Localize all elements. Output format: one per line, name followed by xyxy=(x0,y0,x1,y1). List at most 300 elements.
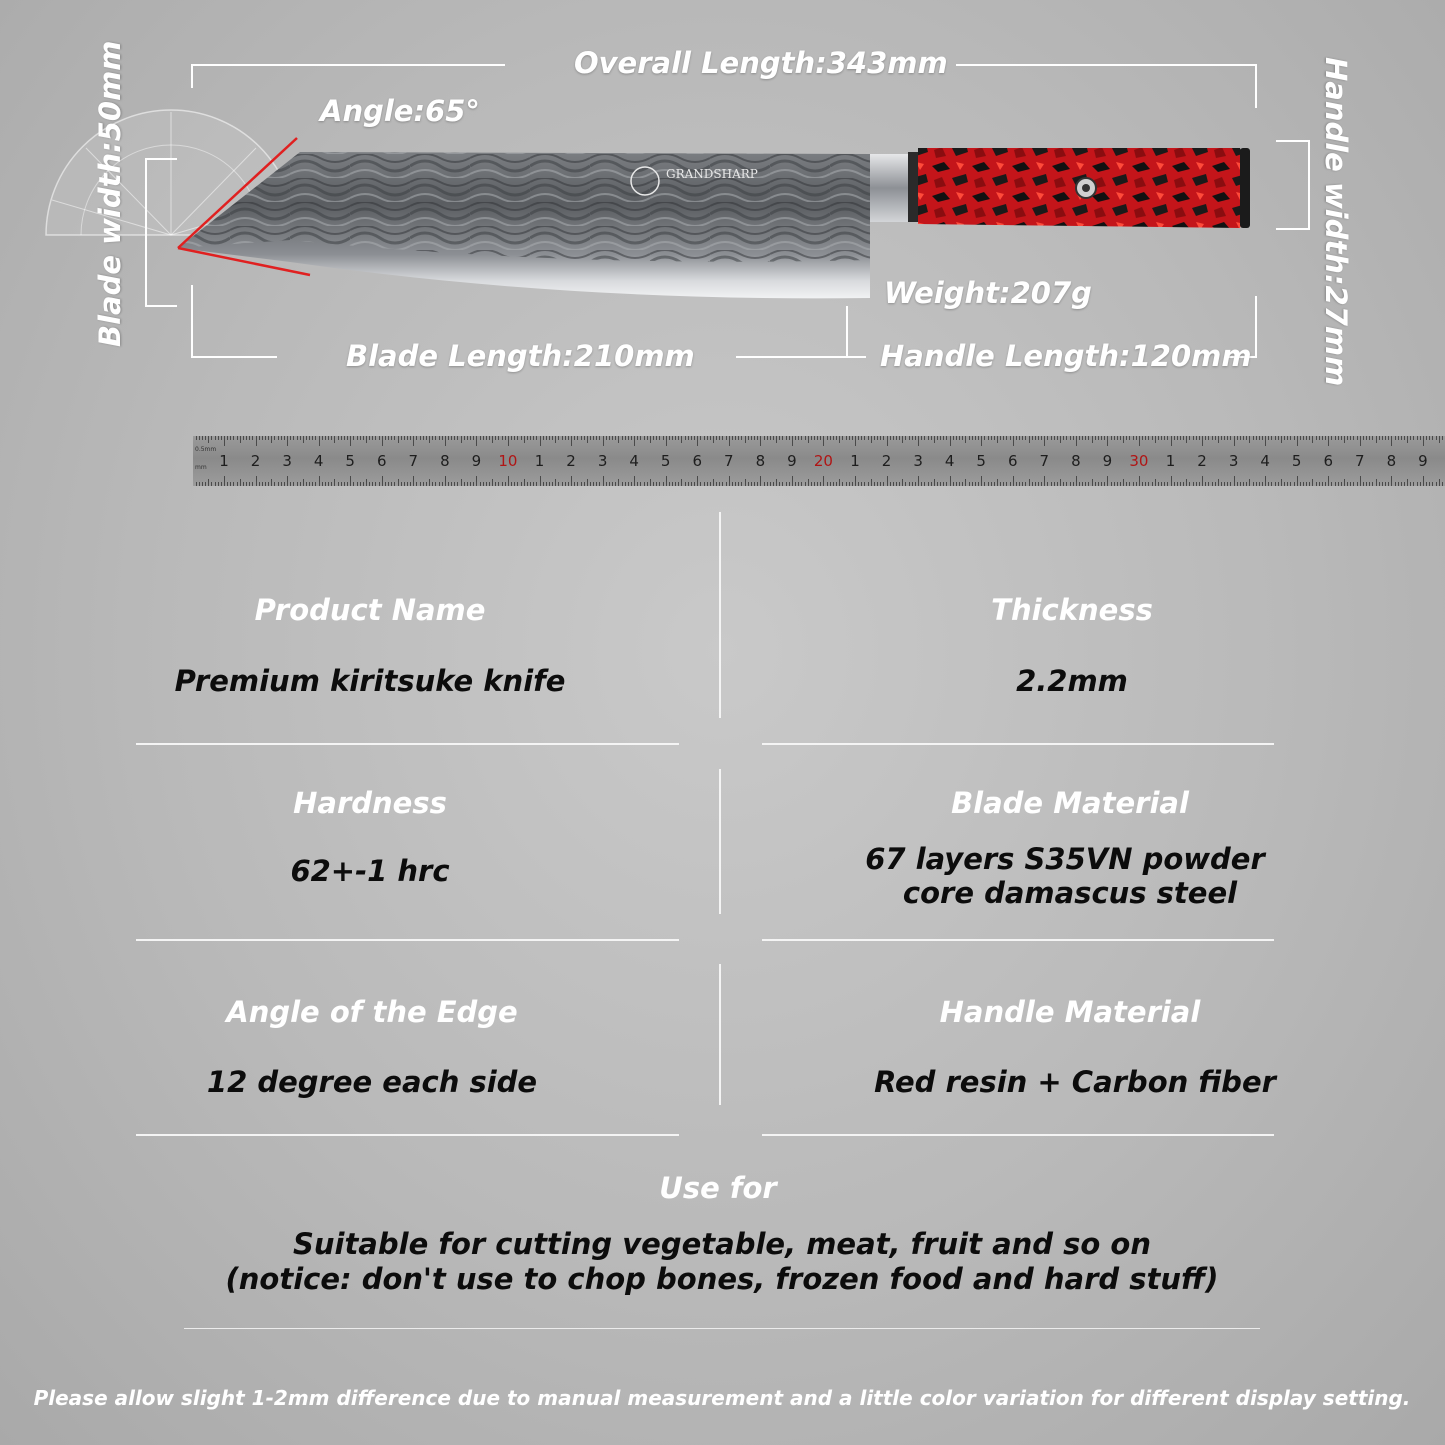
ruler-tick xyxy=(972,436,973,440)
ruler-tick xyxy=(1262,436,1263,440)
ruler-tick xyxy=(1243,436,1244,440)
ruler-tick xyxy=(1404,482,1405,486)
ruler-tick xyxy=(413,436,414,446)
ruler-tick xyxy=(666,476,667,486)
spec-divider-right-3 xyxy=(762,1134,1274,1136)
use-for-label: Use for xyxy=(659,1171,777,1205)
blade-handle-divider xyxy=(846,306,848,358)
ruler-tick xyxy=(902,436,903,443)
ruler-tick xyxy=(571,436,572,446)
ruler-tick xyxy=(495,436,496,440)
ruler-tick xyxy=(1177,482,1178,486)
ruler-number: 3 xyxy=(597,452,608,470)
ruler-tick xyxy=(823,476,824,486)
ruler-tick xyxy=(864,482,865,486)
ruler-tick xyxy=(1391,476,1392,486)
ruler-tick xyxy=(454,436,455,440)
ruler-tick xyxy=(779,436,780,440)
ruler-tick xyxy=(1088,482,1089,486)
ruler-tick xyxy=(969,482,970,486)
ruler-tick xyxy=(211,482,212,486)
ruler-tick xyxy=(227,482,228,486)
ruler-tick xyxy=(836,436,837,440)
ruler-tick xyxy=(587,479,588,486)
ruler-tick xyxy=(991,482,992,486)
blade-material-label: Blade Material xyxy=(951,786,1189,820)
ruler-tick xyxy=(574,436,575,440)
ruler-number: 6 xyxy=(1007,452,1018,470)
spec-divider-left-3 xyxy=(136,1134,679,1136)
ruler-tick xyxy=(975,436,976,440)
ruler-tick xyxy=(565,482,566,486)
ruler-tick xyxy=(1032,482,1033,486)
ruler-tick xyxy=(1215,436,1216,440)
ruler-tick xyxy=(1029,436,1030,443)
handle-length-label: Handle Length:120mm xyxy=(880,339,1252,373)
ruler-tick xyxy=(868,436,869,440)
ruler-number: 9 xyxy=(471,452,482,470)
ruler-tick xyxy=(246,436,247,440)
ruler-tick xyxy=(1347,436,1348,440)
ruler-number: 9 xyxy=(1418,452,1428,470)
ruler-tick xyxy=(1202,476,1203,486)
ruler-tick xyxy=(1208,482,1209,486)
ruler-tick xyxy=(287,436,288,446)
ruler-tick xyxy=(1350,482,1351,486)
ruler-tick xyxy=(994,482,995,486)
ruler-tick xyxy=(1398,482,1399,486)
hardness-label: Hardness xyxy=(293,786,447,820)
ruler-tick xyxy=(331,436,332,440)
product-name-value: Premium kiritsuke knife xyxy=(174,664,566,698)
ruler-tick xyxy=(429,479,430,486)
ruler-tick xyxy=(697,476,698,486)
ruler-tick xyxy=(480,436,481,440)
ruler-tick xyxy=(950,436,951,446)
ruler-tick xyxy=(1325,482,1326,486)
ruler-tick xyxy=(880,436,881,440)
ruler-tick xyxy=(738,482,739,486)
ruler-tick xyxy=(1382,436,1383,440)
ruler-tick xyxy=(890,436,891,440)
ruler-tick xyxy=(707,482,708,486)
ruler-tick xyxy=(1038,482,1039,486)
ruler-tick xyxy=(1060,479,1061,486)
ruler-tick xyxy=(1237,436,1238,440)
ruler-tick xyxy=(663,482,664,486)
ruler-tick xyxy=(1148,436,1149,440)
ruler-tick xyxy=(631,436,632,440)
ruler-tick xyxy=(432,482,433,486)
ruler-tick xyxy=(319,436,320,446)
ruler-tick xyxy=(593,482,594,486)
ruler-tick xyxy=(470,436,471,440)
ruler-tick xyxy=(246,482,247,486)
ruler-tick xyxy=(1341,436,1342,440)
ruler-tick xyxy=(924,436,925,440)
ruler-tick xyxy=(997,479,998,486)
ruler-number: 3 xyxy=(1228,452,1239,470)
ruler-tick xyxy=(420,436,421,440)
ruler-tick xyxy=(782,436,783,440)
ruler-tick xyxy=(946,482,947,486)
ruler-tick xyxy=(1369,482,1370,486)
ruler-tick xyxy=(1353,436,1354,440)
ruler-tick xyxy=(1025,482,1026,486)
ruler-tick xyxy=(1142,482,1143,486)
ruler-tick xyxy=(596,436,597,440)
ruler-tick xyxy=(331,482,332,486)
ruler-tick xyxy=(1218,479,1219,486)
ruler-number: 5 xyxy=(976,452,986,470)
ruler-tick xyxy=(1208,436,1209,440)
ruler-tick xyxy=(464,436,465,440)
ruler-tick xyxy=(363,436,364,440)
ruler-tick xyxy=(505,436,506,440)
ruler-tick xyxy=(1114,436,1115,440)
ruler-tick xyxy=(546,482,547,486)
ruler-tick xyxy=(1413,436,1414,440)
ruler-tick xyxy=(511,436,512,440)
ruler-tick xyxy=(1259,482,1260,486)
ruler-tick xyxy=(722,482,723,486)
ruler-tick xyxy=(1129,482,1130,486)
ruler-tick xyxy=(300,482,301,486)
ruler-tick xyxy=(1063,436,1064,440)
ruler-tick xyxy=(953,482,954,486)
ruler-tick xyxy=(1167,482,1168,486)
ruler-tick xyxy=(1158,482,1159,486)
ruler-tick xyxy=(842,482,843,486)
blade-length-label: Blade Length:210mm xyxy=(346,339,695,373)
ruler-tick xyxy=(760,436,761,446)
ruler-tick xyxy=(735,436,736,440)
ruler-tick xyxy=(1189,436,1190,440)
ruler-number: 2 xyxy=(881,452,892,470)
hardness-value: 62+-1 hrc xyxy=(290,854,450,888)
ruler-tick xyxy=(918,436,919,446)
ruler-tick xyxy=(265,482,266,486)
ruler-tick xyxy=(357,482,358,486)
ruler-tick xyxy=(1278,482,1279,486)
ruler-tick xyxy=(716,482,717,486)
ruler-tick xyxy=(281,436,282,440)
ruler-tick xyxy=(401,482,402,486)
ruler-tick xyxy=(849,482,850,486)
ruler-tick xyxy=(278,482,279,486)
ruler-tick xyxy=(1294,482,1295,486)
ruler-tick xyxy=(1205,482,1206,486)
ruler-tick xyxy=(981,476,982,486)
ruler-tick xyxy=(650,479,651,486)
thickness-label: Thickness xyxy=(991,593,1153,627)
ruler-tick xyxy=(448,436,449,440)
use-for-divider xyxy=(184,1328,1260,1329)
ruler-tick xyxy=(1341,482,1342,486)
ruler-tick xyxy=(962,436,963,440)
ruler-tick xyxy=(448,482,449,486)
ruler-tick xyxy=(622,436,623,440)
ruler-tick xyxy=(997,436,998,443)
ruler-tick xyxy=(1227,482,1228,486)
ruler-number: 4 xyxy=(629,452,639,470)
ruler-tick xyxy=(375,482,376,486)
ruler-tick xyxy=(678,482,679,486)
ruler-tick xyxy=(480,482,481,486)
ruler-tick xyxy=(1376,436,1377,443)
ruler-tick xyxy=(691,482,692,486)
ruler-tick xyxy=(581,482,582,486)
ruler-tick xyxy=(726,436,727,440)
ruler-tick xyxy=(1066,436,1067,440)
ruler-tick xyxy=(1230,436,1231,440)
ruler-tick xyxy=(1006,436,1007,440)
ruler-tick xyxy=(634,476,635,486)
ruler-tick xyxy=(896,482,897,486)
ruler-tick xyxy=(1038,436,1039,440)
ruler-tick xyxy=(1363,436,1364,440)
ruler-tick xyxy=(606,436,607,440)
ruler-tick xyxy=(675,436,676,440)
ruler-tick xyxy=(1098,482,1099,486)
ruler-tick xyxy=(899,436,900,440)
ruler-tick xyxy=(956,436,957,440)
ruler-tick xyxy=(738,436,739,440)
ruler-tick xyxy=(293,436,294,440)
ruler-tick xyxy=(297,436,298,440)
ruler-tick xyxy=(524,479,525,486)
ruler-tick xyxy=(700,482,701,486)
ruler-tick xyxy=(1085,482,1086,486)
ruler-tick xyxy=(366,436,367,443)
ruler-tick xyxy=(681,479,682,486)
ruler-tick xyxy=(669,482,670,486)
ruler-tick xyxy=(1098,436,1099,440)
ruler-tick xyxy=(659,482,660,486)
ruler-tick xyxy=(1139,476,1140,486)
ruler-tick xyxy=(827,482,828,486)
ruler-tick xyxy=(224,476,225,486)
ruler-tick xyxy=(1139,436,1140,446)
ruler-tick xyxy=(278,436,279,440)
ruler-tick xyxy=(536,482,537,486)
ruler-tick xyxy=(855,436,856,446)
ruler-tick xyxy=(540,436,541,446)
ruler-tick xyxy=(858,436,859,440)
ruler-tick xyxy=(599,482,600,486)
ruler-tick xyxy=(748,436,749,440)
ruler-tick xyxy=(1281,479,1282,486)
ruler-tick xyxy=(1265,476,1266,486)
ruler-tick xyxy=(489,436,490,440)
ruler-tick xyxy=(1404,436,1405,440)
ruler-tick xyxy=(467,482,468,486)
overall-length-tick-right xyxy=(1255,64,1257,108)
ruler-tick xyxy=(1284,482,1285,486)
ruler-tick xyxy=(887,476,888,486)
ruler-tick xyxy=(625,482,626,486)
overall-length-tick-left xyxy=(191,64,193,88)
ruler-tick xyxy=(1013,476,1014,486)
ruler-tick xyxy=(1401,482,1402,486)
ruler-tick xyxy=(893,436,894,440)
ruler-tick xyxy=(1420,436,1421,440)
ruler-tick xyxy=(208,436,209,443)
ruler-tick xyxy=(1148,482,1149,486)
ruler-tick xyxy=(274,482,275,486)
ruler-tick xyxy=(839,436,840,443)
ruler-tick xyxy=(498,482,499,486)
ruler-tick xyxy=(565,436,566,440)
ruler-tick xyxy=(1407,479,1408,486)
ruler-tick xyxy=(1041,482,1042,486)
ruler-tick xyxy=(388,436,389,440)
ruler-tick xyxy=(846,436,847,440)
ruler-tick xyxy=(1054,436,1055,440)
ruler-tick xyxy=(700,436,701,440)
ruler-tick xyxy=(1243,482,1244,486)
ruler-tick xyxy=(581,436,582,440)
ruler-tick xyxy=(215,482,216,486)
ruler-tick xyxy=(1306,482,1307,486)
ruler-tick xyxy=(764,482,765,486)
ruler-tick xyxy=(1240,436,1241,440)
ruler-tick xyxy=(574,482,575,486)
ruler-tick xyxy=(1379,436,1380,440)
ruler-tick xyxy=(757,436,758,440)
ruler-tick xyxy=(1350,436,1351,440)
ruler-tick xyxy=(764,436,765,440)
ruler-tick xyxy=(426,482,427,486)
ruler-tick xyxy=(1344,436,1345,443)
ruler-tick xyxy=(533,436,534,440)
ruler-tick xyxy=(281,482,282,486)
ruler-tick xyxy=(615,482,616,486)
ruler-tick xyxy=(527,482,528,486)
ruler-tick xyxy=(476,476,477,486)
ruler-tick xyxy=(713,479,714,486)
ruler-number: 10 xyxy=(498,452,518,470)
ruler-tick xyxy=(808,436,809,443)
ruler-tick xyxy=(1312,479,1313,486)
ruler-tick xyxy=(883,482,884,486)
ruler-tick xyxy=(1079,436,1080,440)
ruler-tick xyxy=(697,436,698,446)
handle-material-label: Handle Material xyxy=(939,995,1201,1029)
ruler-tick xyxy=(517,482,518,486)
ruler-tick xyxy=(637,436,638,440)
ruler-tick xyxy=(805,436,806,440)
ruler-number: 7 xyxy=(1039,452,1050,470)
ruler-tick xyxy=(776,436,777,443)
ruler-tick xyxy=(685,436,686,440)
ruler-tick xyxy=(1426,482,1427,486)
ruler-number: 9 xyxy=(787,452,797,470)
handle-material-value: Red resin + Carbon fiber xyxy=(874,1065,1276,1099)
handle-width-bottom xyxy=(1276,228,1310,230)
ruler-tick xyxy=(1388,436,1389,440)
ruler-tick xyxy=(820,482,821,486)
ruler-tick xyxy=(1398,436,1399,440)
ruler-tick xyxy=(1319,482,1320,486)
ruler-tick xyxy=(849,436,850,440)
ruler-tick xyxy=(704,482,705,486)
blade-length-line-left xyxy=(191,356,277,358)
ruler-number: 1 xyxy=(1165,452,1176,470)
ruler-tick xyxy=(603,436,604,446)
ruler-tick xyxy=(1382,482,1383,486)
ruler-tick xyxy=(1234,436,1235,446)
ruler-tick xyxy=(527,436,528,440)
ruler-tick xyxy=(735,482,736,486)
ruler-tick xyxy=(524,436,525,443)
ruler-tick xyxy=(398,479,399,486)
ruler-tick xyxy=(1133,436,1134,440)
ruler-tick xyxy=(284,436,285,440)
ruler-tick xyxy=(315,436,316,440)
ruler-tick xyxy=(1253,482,1254,486)
ruler-tick xyxy=(1319,436,1320,440)
edge-angle-label: Angle of the Edge xyxy=(226,995,518,1029)
ruler-tick xyxy=(719,482,720,486)
ruler-tick xyxy=(801,436,802,440)
ruler-tick xyxy=(416,482,417,486)
ruler-tick xyxy=(940,482,941,486)
ruler-tick xyxy=(514,482,515,486)
ruler-tick xyxy=(1095,436,1096,440)
ruler-tick xyxy=(530,482,531,486)
ruler-tick xyxy=(546,436,547,440)
ruler-tick xyxy=(429,436,430,443)
ruler-tick xyxy=(984,482,985,486)
ruler-tick xyxy=(596,482,597,486)
blade-material-value-line1: 67 layers S35VN powder xyxy=(865,842,1265,876)
ruler-tick xyxy=(1300,482,1301,486)
ruler-tick xyxy=(1174,482,1175,486)
ruler-number: 30 xyxy=(1129,452,1149,470)
ruler-tick xyxy=(770,482,771,486)
ruler-tick xyxy=(1221,482,1222,486)
ruler-tick xyxy=(779,482,780,486)
ruler-tick xyxy=(1284,436,1285,440)
ruler-tick xyxy=(1253,436,1254,440)
ruler-tick xyxy=(631,482,632,486)
ruler-tick xyxy=(1070,436,1071,440)
ruler-tick xyxy=(1328,436,1329,446)
ruler-tick xyxy=(584,482,585,486)
ruler-tick xyxy=(353,482,354,486)
ruler-tick xyxy=(420,482,421,486)
ruler-tick xyxy=(568,436,569,440)
ruler-tick xyxy=(265,436,266,440)
overall-length-label: Overall Length:343mm xyxy=(574,46,948,80)
ruler-number: 20 xyxy=(813,452,833,470)
ruler-tick xyxy=(1076,476,1077,486)
ruler-tick xyxy=(1363,482,1364,486)
ruler-tick xyxy=(432,436,433,440)
ruler-tick xyxy=(786,482,787,486)
ruler-tick xyxy=(672,436,673,440)
ruler-tick xyxy=(836,482,837,486)
ruler-tick xyxy=(943,436,944,440)
ruler-tick xyxy=(1095,482,1096,486)
ruler-tick xyxy=(628,482,629,486)
ruler-tick xyxy=(240,479,241,486)
use-for-line1: Suitable for cutting vegetable, meat, fruit and so on xyxy=(292,1227,1152,1261)
ruler-tick xyxy=(391,482,392,486)
brand-mark: GRANDSHARP xyxy=(666,167,758,181)
ruler-number: 8 xyxy=(440,452,450,470)
